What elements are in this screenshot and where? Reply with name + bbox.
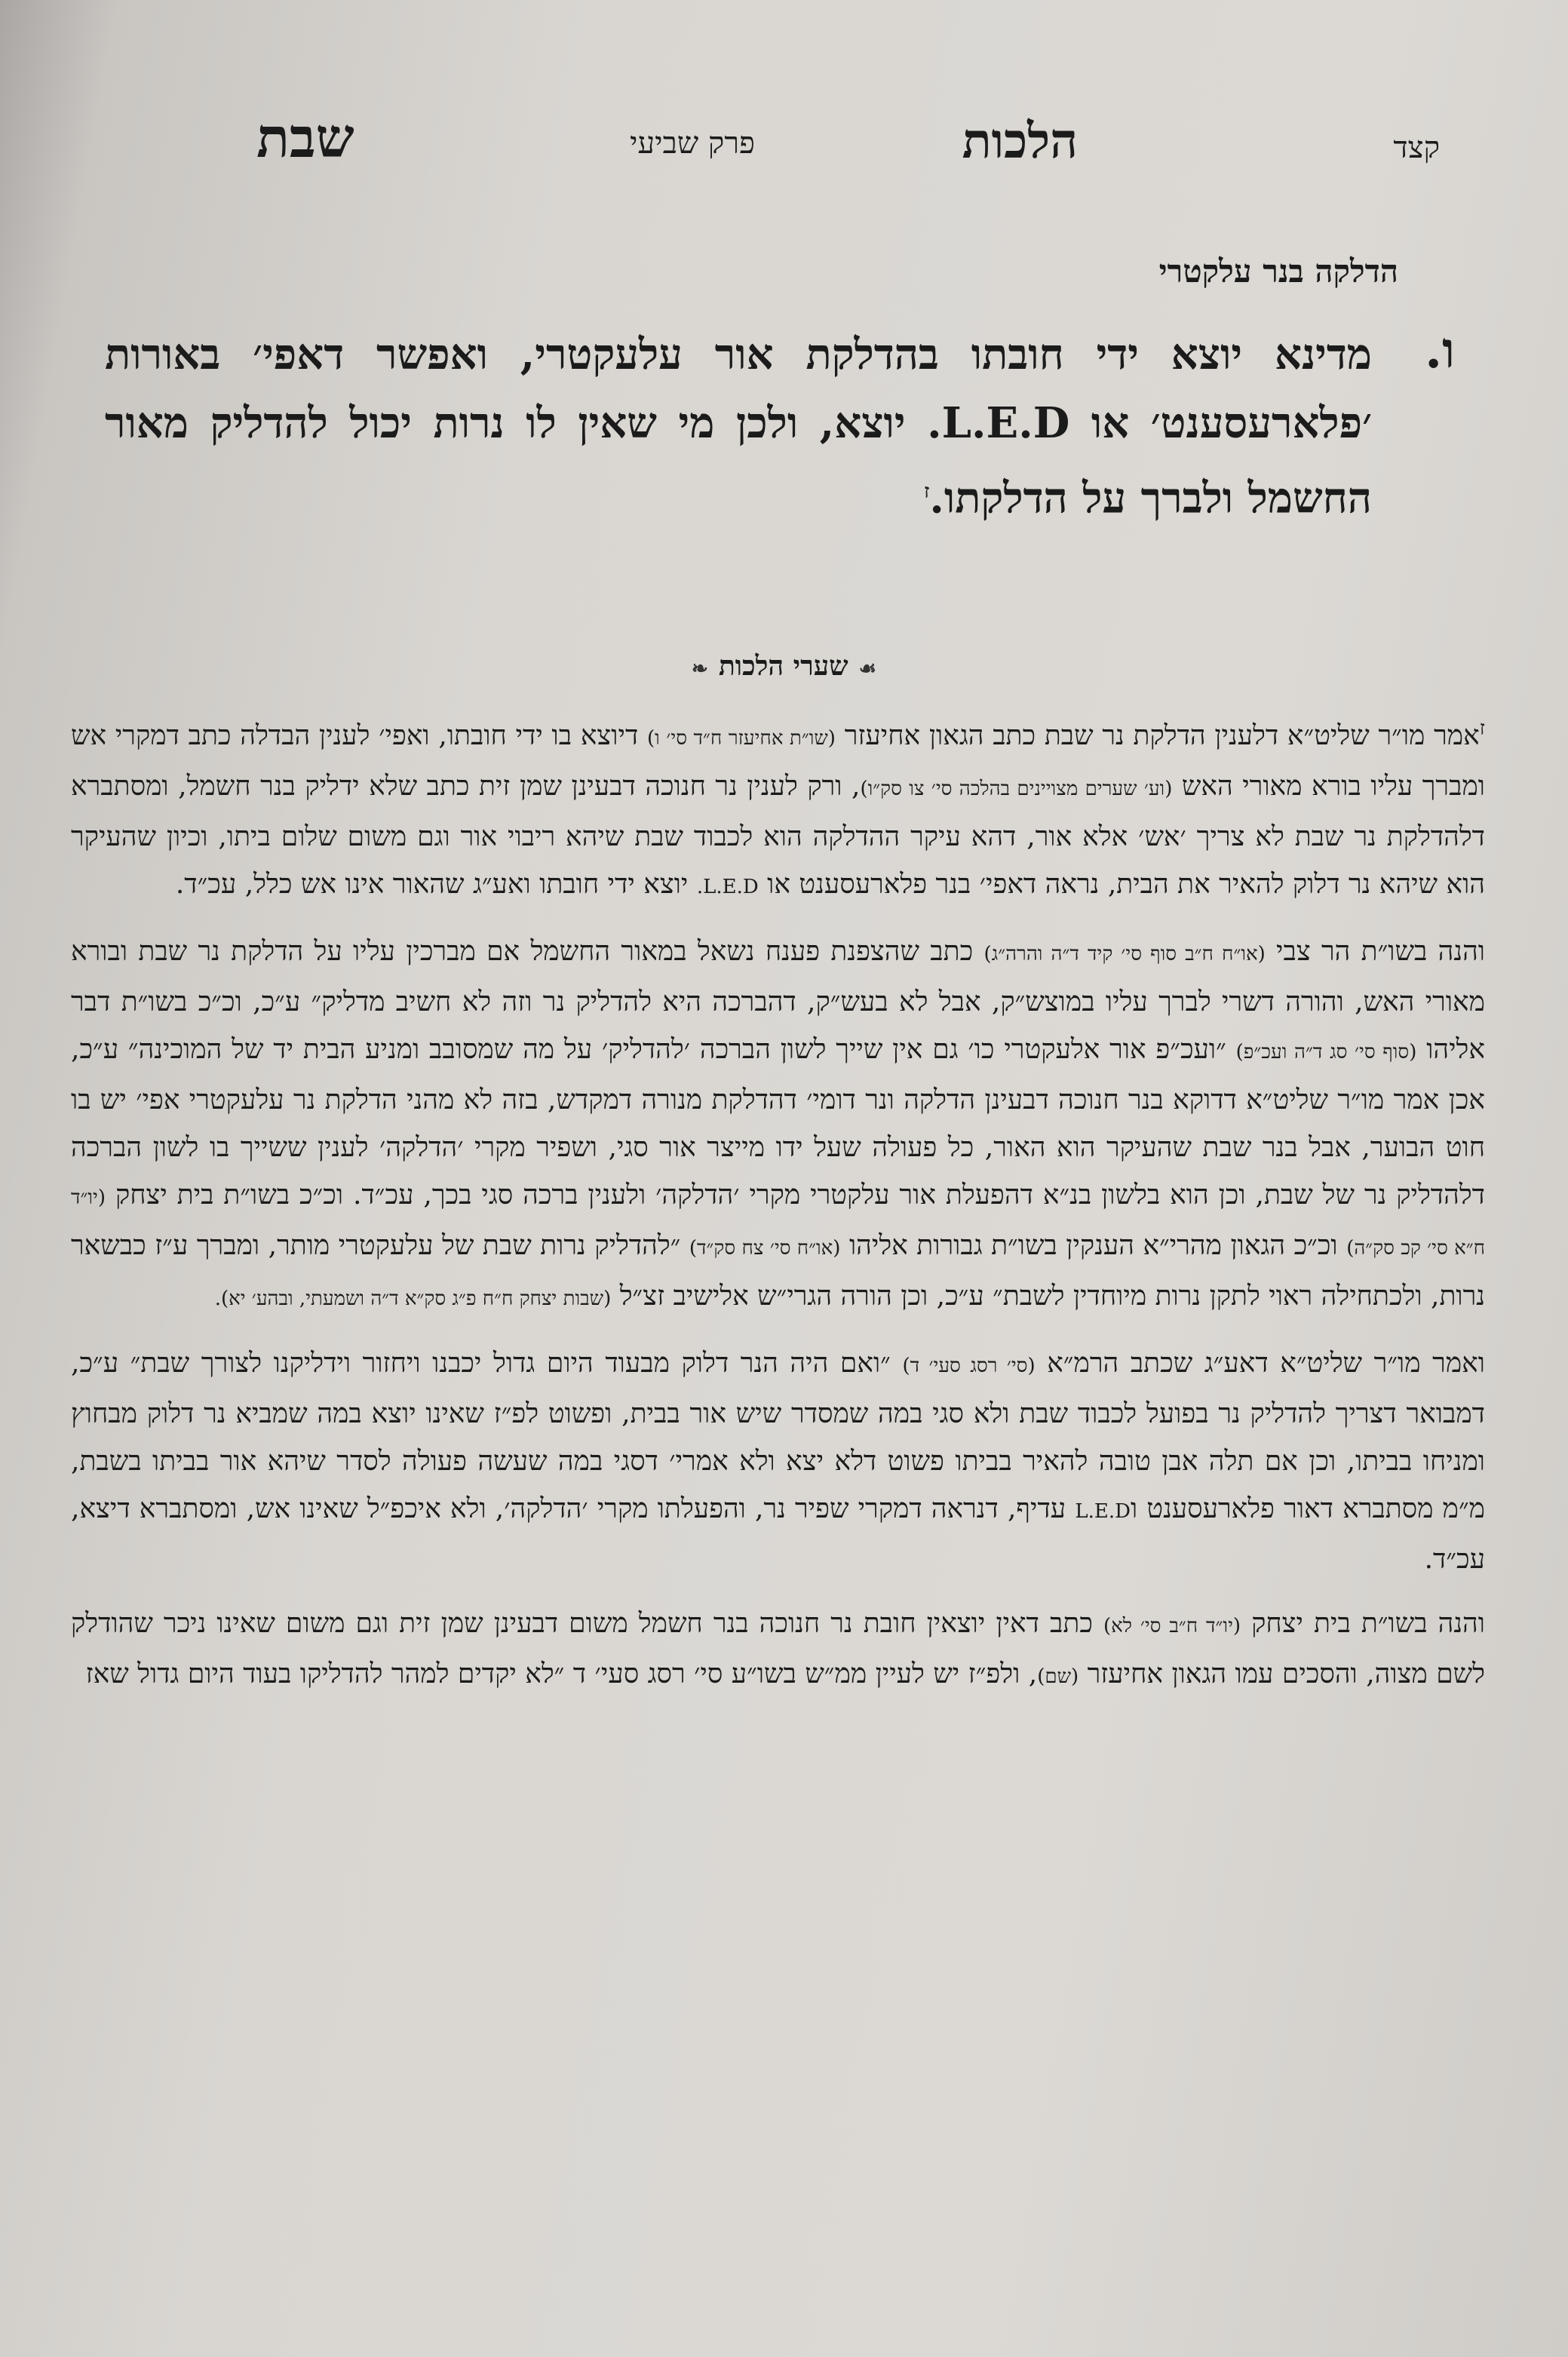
citation: (שבות יצחק ח״ח פ״ג סק״א ד״ה ושמעתי, ובהע׳ יא).	[214, 1287, 612, 1310]
note-text: יוצא ידי חובתו ואע״ג שהאור אינו אש כלל, עכ״ד.	[175, 869, 689, 900]
note-paragraph	[71, 928, 1485, 1323]
footnote-mark: ז	[1479, 717, 1485, 740]
note-text: , ורק לענין נר חנוכה דבעינן שמן זית כתב שלא ידליק בנר חשמל, ומסתברא דלהדלקת נר שבת לא צריך ׳אש׳ אלא אור, דהא עיקר ההדלקה הוא לכבוד שבת שיהא ריבוי אור וגם משום שלום ביתו, וכיון שהעיקר הוא שיהא נר דלוק להאיר את הבית, נראה דאפי׳ בנר פלארעסענט או	[71, 771, 1485, 900]
note-text: עדיף, דנראה דמקרי שפיר נר, והפעלתו מקרי ׳הדלקה׳, ולא איכפ״ל שאינו אש, ומסתברא דיצא, עכ״ד.	[71, 1493, 1485, 1575]
citation: (וע׳ שערים מצויינים בהלכה סי׳ צו סק״ו)	[860, 778, 1173, 800]
footnote-mark: ז	[924, 480, 930, 503]
notes-title: שערי הלכות	[718, 650, 848, 682]
notes-section	[71, 705, 1485, 1717]
citation: (או״ח סי׳ צח סק״ד)	[689, 1237, 841, 1260]
section-title: הדלקה בנר עלקטרי	[1158, 253, 1398, 290]
citation: (שם)	[1037, 1665, 1079, 1688]
notes-divider	[0, 650, 1568, 682]
citation: L.E.D.	[696, 876, 759, 898]
note-text: וכ״כ הגאון מהרי״א הענקין בשו״ת גבורות אליהו	[848, 1230, 1338, 1261]
citation: L.E.D	[1075, 1500, 1131, 1523]
citation: (שו״ת אחיעזר ח״ד סי׳ ו)	[647, 727, 836, 750]
note-text: והנה בשו״ת הר צבי	[1276, 936, 1485, 967]
header-shabbat: שבת	[256, 106, 354, 170]
note-paragraph	[71, 705, 1485, 911]
note-text: ״ואם היה הנר דלוק מבעוד היום גדול יכבנו ויחזור וידליקנו לצורך שבת״ ע״כ, דמבואר דצריך להדליק נר בפועל לכבוד שבת ולא סגי במה שמסדר שיש אור בבית, ופשוט לפ״ז שאינו יוצא במה שמביא נר דלוק מבחוץ ומניחו בביתו, וכן אם תלה אבן טובה להאיר בביתו פשוט דלא יצא ולא אמרי׳ דסגי במה שעשה פעולה לסדר שיהא אור בביתו בשבת, מ״מ מסתברא דאור פלארעסענט ו	[71, 1348, 1485, 1524]
ornament-left-icon: ❧	[692, 658, 708, 680]
citation: (יו״ד ח״א סי׳ קכ סק״ה)	[71, 1186, 1485, 1260]
note-text: דיוצא בו ידי חובתו, ואפי׳ לענין הבדלה כתב דמקרי אש ומברך עליו בורא מאורי האש	[71, 720, 1486, 802]
note-text: , ולפ״ז יש לעיין ממ״ש בשו״ע סי׳ רסג סעי׳ ד ״לא יקדים למהר להדליקו בעוד היום גדול שאז	[85, 1659, 1038, 1689]
citation: (יו״ד ח״ב סי׳ לא)	[1103, 1615, 1241, 1637]
citation: (סוף סי׳ סג ד״ה ועכ״פ)	[1235, 1041, 1417, 1063]
note-text: אמר מו״ר שליט״א דלענין הדלקת נר שבת כתב הגאון אחיעזר	[844, 720, 1480, 751]
running-header	[0, 106, 1568, 181]
halacha-body: מדינא יוצא ידי חובתו בהדלקת אור עלעקטרי, ואפשר דאפי׳ באורות ׳פלארעסענט׳ או L.E.D. יוצא, ולכן מי שאין לו נרות יכול להדליק מאור החשמל ולברך על הדלקתו.	[105, 330, 1372, 523]
note-text: כתב דאין יוצאין חובת נר חנוכה בנר חשמל משום דבעינן שמן זית וגם משום שאינו ניכר שהודלק לשם מצוה, והסכים עמו הגאון אחיעזר	[71, 1608, 1485, 1689]
note-text: ״ועכ״פ אור אלעקטרי כו׳ גם אין שייך לשון הברכה ׳להדליק׳ על מה שמסובב ומניע הבית יד של המוכינה״ ע״כ, אכן אמר מו״ר שליט״א דדוקא בנר חנוכה דבעינן הדלקה ונר דומי׳ דהדלקת מנורה דמקדש, בזה לא מהני הדלקת נר עלעקטרי אפי׳ יש בו חוט הבוער, אבל בנר שבת שהעיקר הוא האור, כל פעולה שעל ידו מייצר אור סגי, ושפיר מקרי ׳הדלקה׳ לענין ששייך בו לשון הברכה דלהדליק נר של שבת, וכן הוא בלשון בנ״א דהפעלת אור עלקטרי מקרי ׳הדלקה׳ ולענין ברכה סגי בכך, עכ״ד. וכ״כ בשו״ת בית יצחק	[71, 1034, 1485, 1211]
note-paragraph	[71, 1340, 1485, 1583]
header-chapter: פרק שביעי	[630, 126, 755, 161]
note-text: ואמר מו״ר שליט״א דאע״ג שכתב הרמ״א	[1047, 1348, 1485, 1379]
citation: (או״ח ח״ב סוף סי׳ קיד ד״ה והרה״ג)	[983, 943, 1266, 965]
citation: (סי׳ רסג סעי׳ ד)	[902, 1355, 1036, 1377]
main-halacha	[105, 321, 1455, 533]
note-text: ״להדליק נרות שבת של עלעקטרי מותר, ומברך ע״ז כבשאר נרות, ולכתחילה ראוי לתקן נרות מיוחדין לשבת״ ע״כ, וכן הורה הגרי״ש אלישיב זצ״ל	[71, 1230, 1485, 1312]
note-text: והנה בשו״ת בית יצחק	[1251, 1608, 1485, 1639]
ornament-right-icon: ☙	[858, 658, 876, 680]
page-number: קצד	[1393, 130, 1440, 165]
note-paragraph	[71, 1600, 1485, 1701]
halacha-text	[105, 321, 1372, 533]
note-text: כתב שהצפנת פענח נשאל במאור החשמל אם מברכין עליו על הדלקת נר שבת ובורא מאורי האש, והורה דשרי לברך עליו במוצש״ק, אבל לא בעש״ק, דהברכה היא להדליק נר וזה לא חשיב מדליק״ ע״כ, וכ״כ בשו״ת דבר אליהו	[71, 936, 1485, 1065]
header-halachot: הלכות	[962, 113, 1078, 170]
halacha-letter: ו.	[1425, 321, 1455, 379]
